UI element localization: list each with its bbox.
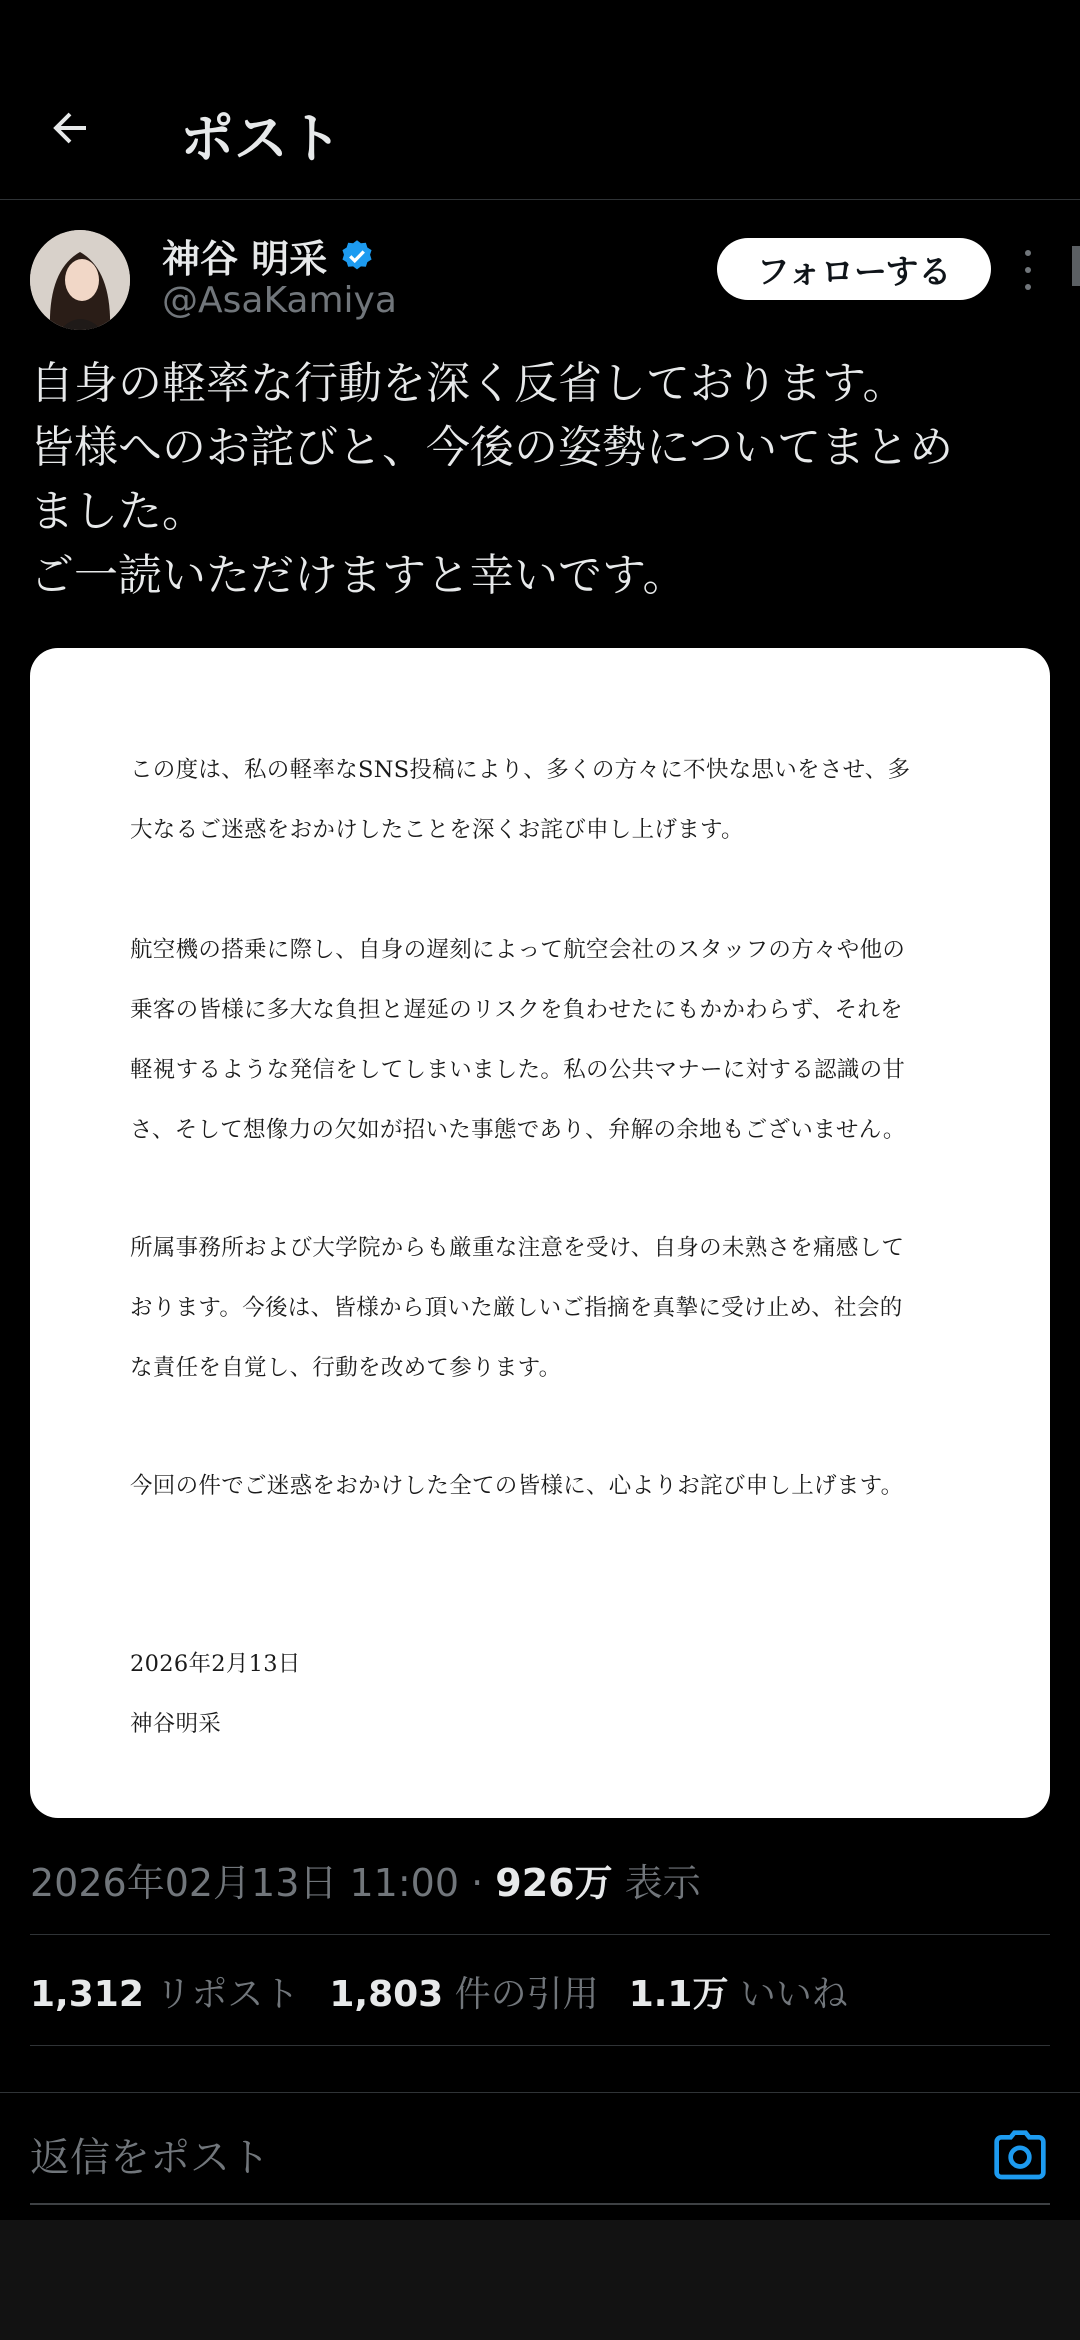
likes-stat[interactable]	[629, 1966, 848, 2017]
divider	[30, 1934, 1050, 1935]
reposts-stat[interactable]	[30, 1966, 299, 2017]
top-bar	[0, 0, 1080, 200]
statement-signature-block	[130, 1634, 980, 1754]
arrow-left-icon	[46, 104, 94, 152]
post-timestamp[interactable]: 2026年02月13日 11:00	[30, 1861, 460, 1905]
reply-underline	[30, 2203, 1050, 2205]
verified-badge-icon	[339, 238, 375, 274]
author-name: 神谷 明采	[162, 237, 328, 281]
statement-line: この度は、私の軽率なSNS投稿により、多くの方々に不快な思いをさせ、多	[130, 757, 911, 783]
like-label: いいね	[739, 1974, 848, 2015]
view-count: 926万	[495, 1861, 613, 1905]
statement-line: 所属事務所および大学院からも厳重な注意を受け、自身の未熟さを痛感して	[130, 1235, 905, 1261]
page-title: ポスト	[180, 107, 342, 170]
statement-line: おります。今後は、皆様から頂いた厳しいご指摘を真摯に受け止め、社会的	[130, 1295, 903, 1321]
statement-paragraph-4	[130, 1456, 980, 1516]
author-name-row[interactable]	[162, 228, 375, 283]
statement-line: さ、そして想像力の欠如が招いた事態であり、弁解の余地もございません。	[130, 1117, 906, 1143]
back-button[interactable]	[40, 98, 100, 158]
camera-button[interactable]	[992, 2130, 1052, 2186]
reply-input[interactable]: 返信をポスト	[30, 2135, 270, 2181]
statement-line: 軽視するような発信をしてしまいました。私の公共マナーに対する認識の甘	[130, 1057, 906, 1083]
author-handle[interactable]: @AsaKamiya	[162, 280, 397, 321]
statement-line: 航空機の搭乗に際し、自身の遅刻によって航空会社のスタッフの方々や他の	[130, 937, 906, 963]
follow-button[interactable]: フォローする	[717, 238, 991, 300]
system-navigation-bar	[0, 2220, 1080, 2340]
repost-count: 1,312	[30, 1974, 144, 2015]
divider	[30, 2045, 1050, 2046]
statement-line: 今回の件でご迷惑をおかけした全ての皆様に、心よりお詫び申し上げます。	[130, 1473, 904, 1499]
statement-image[interactable]	[30, 648, 1050, 1818]
quote-count: 1,803	[329, 1974, 444, 2015]
meta-separator: ·	[471, 1861, 484, 1905]
statement-line: な責任を自覚し、行動を改めて参ります。	[130, 1355, 562, 1381]
repost-label: リポスト	[155, 1974, 300, 2015]
avatar-image	[30, 230, 130, 330]
statement-signature: 神谷明采	[130, 1711, 222, 1737]
camera-icon	[992, 2130, 1048, 2182]
avatar[interactable]	[30, 230, 130, 330]
tweet-line: 自身の軽率な行動を深く反省しております。	[30, 358, 907, 409]
view-label: 表示	[624, 1861, 701, 1905]
statement-paragraph-2	[130, 920, 980, 1160]
statement-date: 2026年2月13日	[130, 1651, 301, 1677]
more-options-icon[interactable]	[1016, 250, 1040, 290]
tweet-line: 皆様へのお詫びと、今後の姿勢についてまとめ	[30, 422, 954, 473]
statement-paragraph-3	[130, 1218, 980, 1398]
quote-label: 件の引用	[454, 1974, 599, 2015]
post-meta	[30, 1852, 701, 1907]
tweet-text	[30, 352, 1050, 608]
tweet-line: ました。	[30, 486, 206, 537]
statement-paragraph-1	[130, 740, 980, 860]
quotes-stat[interactable]	[329, 1966, 598, 2017]
statement-line: 大なるご迷惑をおかけしたことを深くお詫び申し上げます。	[130, 817, 744, 843]
tweet-line: ご一読いただけますと幸いです。	[30, 550, 687, 601]
engagement-stats	[30, 1966, 848, 2017]
scrollbar[interactable]	[1072, 246, 1080, 286]
like-count: 1.1万	[628, 1974, 729, 2015]
statement-line: 乗客の皆様に多大な負担と遅延のリスクを負わせたにもかかわらず、それを	[130, 997, 903, 1023]
